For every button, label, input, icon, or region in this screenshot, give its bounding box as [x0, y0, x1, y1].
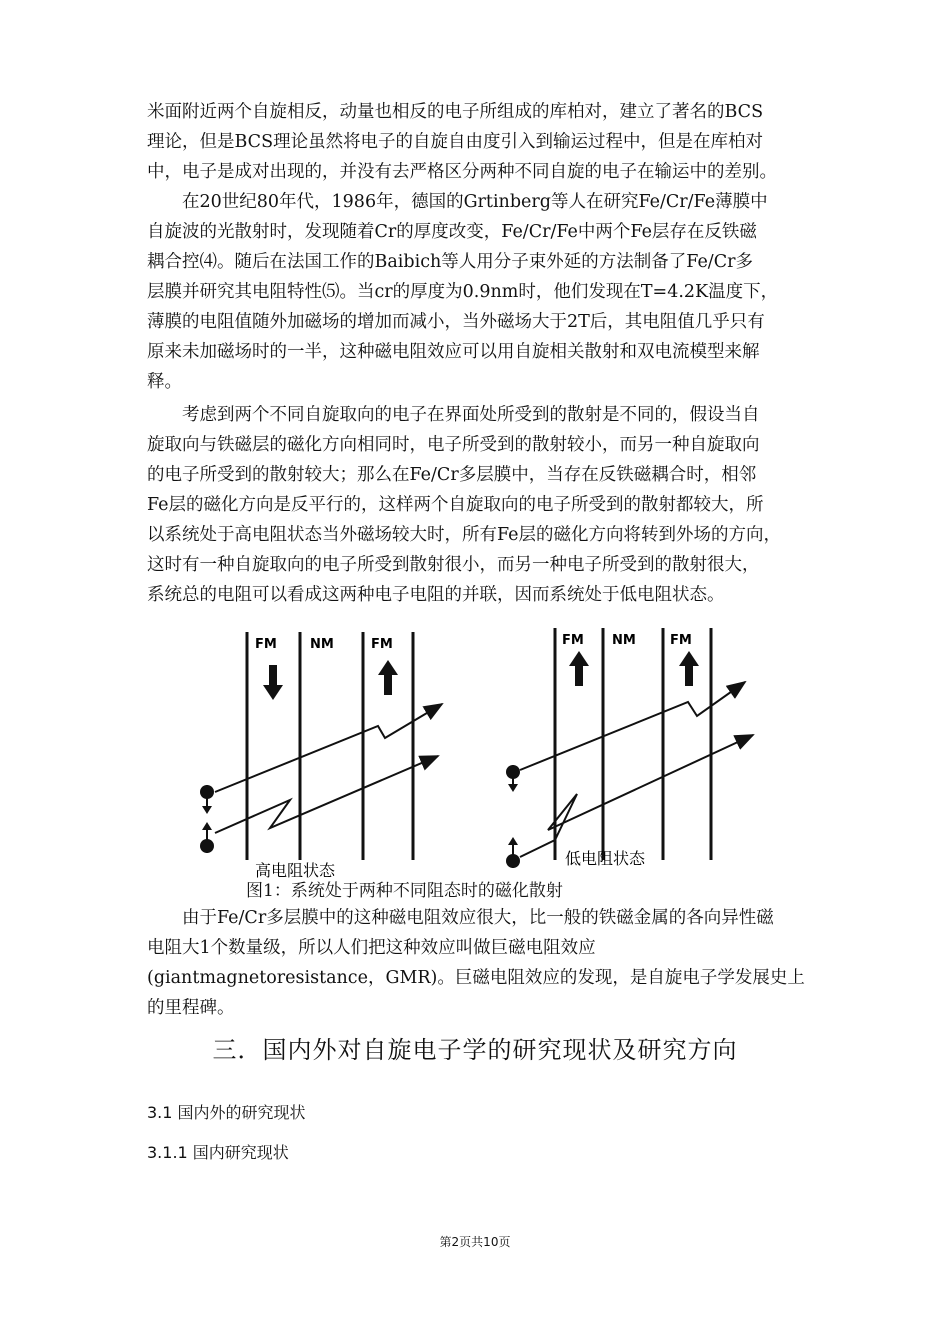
text-line: 米面附近两个自旋相反，动量也相反的电子所组成的库柏对，建立了著名的BCS: [147, 102, 764, 122]
magnetization-up-icon: [569, 651, 589, 686]
text-line: 由于Fe/Cr多层膜中的这种磁电阻效应很大，比一般的铁磁金属的各向异性磁: [147, 908, 774, 928]
text-line: 层膜并研究其电阻特性⑸。当cr的厚度为0.9nm时，他们发现在T=4.2K温度下，: [147, 282, 779, 302]
low-resistance-panel: [506, 628, 753, 868]
text-line: 电阻大1个数量级，所以人们把这种效应叫做巨磁电阻效应: [147, 938, 596, 958]
page-number: 第2页共10页: [439, 1235, 511, 1249]
fm-label: FM: [670, 633, 692, 648]
section-title: 三．国内外对自旋电子学的研究现状及研究方向: [212, 1036, 738, 1064]
spin-down-icon: [200, 785, 214, 814]
high-resistance-panel: [200, 632, 442, 880]
text-line: 耦合控⑷。随后在法国工作的Baibich等人用分子束外延的方法制备了Fe/Cr多: [147, 252, 753, 272]
magnetization-up-icon: [378, 660, 398, 695]
text-line: 自旋波的光散射时，发现随着Cr的厚度改变，Fe/Cr/Fe中两个Fe层存在反铁磁: [147, 222, 757, 242]
state-label: 高电阻状态: [255, 861, 336, 880]
figure-caption: 图1：系统处于两种不同阻态时的磁化散射: [246, 881, 563, 901]
spin-up-icon: [200, 822, 214, 853]
text-line: 系统总的电阻可以看成这两种电子电阻的并联，因而系统处于低电阻状态。: [147, 585, 725, 605]
paragraph-1: [147, 97, 827, 187]
fm-label: FM: [255, 637, 277, 652]
magnetization-down-icon: [263, 665, 283, 700]
paragraph-3: [147, 400, 827, 610]
state-label: 低电阻状态: [565, 849, 646, 868]
text-line: 这时有一种自旋取向的电子所受到散射很小，而另一种电子所受到的散射很大，: [147, 555, 760, 575]
paragraph-2: [147, 187, 827, 397]
text-line: 旋取向与铁磁层的磁化方向相同时，电子所受到的散射较小，而另一种自旋取向: [147, 435, 760, 455]
spin-up-icon: [506, 837, 520, 868]
text-line: 释。: [147, 372, 182, 392]
nm-label: NM: [612, 633, 636, 648]
fm-label: FM: [371, 637, 393, 652]
nm-label: NM: [310, 637, 334, 652]
subsubsection-title: 3.1.1 国内研究现状: [147, 1143, 289, 1162]
text-line: 的里程碑。: [147, 998, 235, 1018]
text-line: 中，电子是成对出现的，并没有去严格区分两种不同自旋的电子在输运中的差别。: [147, 162, 777, 182]
text-line: 的电子所受到的散射较大；那么在Fe/Cr多层膜中，当存在反铁磁耦合时，相邻: [147, 465, 757, 485]
spin-down-icon: [506, 765, 520, 792]
text-line: 考虑到两个不同自旋取向的电子在界面处所受到的散射是不同的，假设当自: [147, 405, 760, 425]
subsection-title: 3.1 国内外的研究现状: [147, 1103, 306, 1122]
electron-path: [215, 704, 442, 792]
text-line: 理论，但是BCS理论虽然将电子的自旋自由度引入到输运过程中，但是在库柏对: [147, 132, 764, 152]
text-line: 以系统处于高电阻状态当外磁场较大时，所有Fe层的磁化方向将转到外场的方向，: [147, 525, 782, 545]
fm-label: FM: [562, 633, 584, 648]
text-line: 在20世纪80年代，1986年，德国的Grtinberg等人在研究Fe/Cr/Fe薄膜中: [147, 192, 768, 212]
text-line: (giantmagnetoresistance，GMR)。巨磁电阻效应的发现，是自旋电子学发展史上: [147, 968, 805, 988]
paragraph-4: [147, 903, 827, 1023]
text-line: 薄膜的电阻值随外加磁场的增加而减小，当外磁场大于2T后，其电阻值几乎只有: [147, 312, 765, 332]
text-line: Fe层的磁化方向是反平行的，这样两个自旋取向的电子所受到的散射都较大，所: [147, 495, 764, 515]
gmr-figure: [0, 620, 950, 880]
magnetization-up-icon: [679, 651, 699, 686]
text-line: 原来未加磁场时的一半，这种磁电阻效应可以用自旋相关散射和双电流模型来解: [147, 342, 760, 362]
